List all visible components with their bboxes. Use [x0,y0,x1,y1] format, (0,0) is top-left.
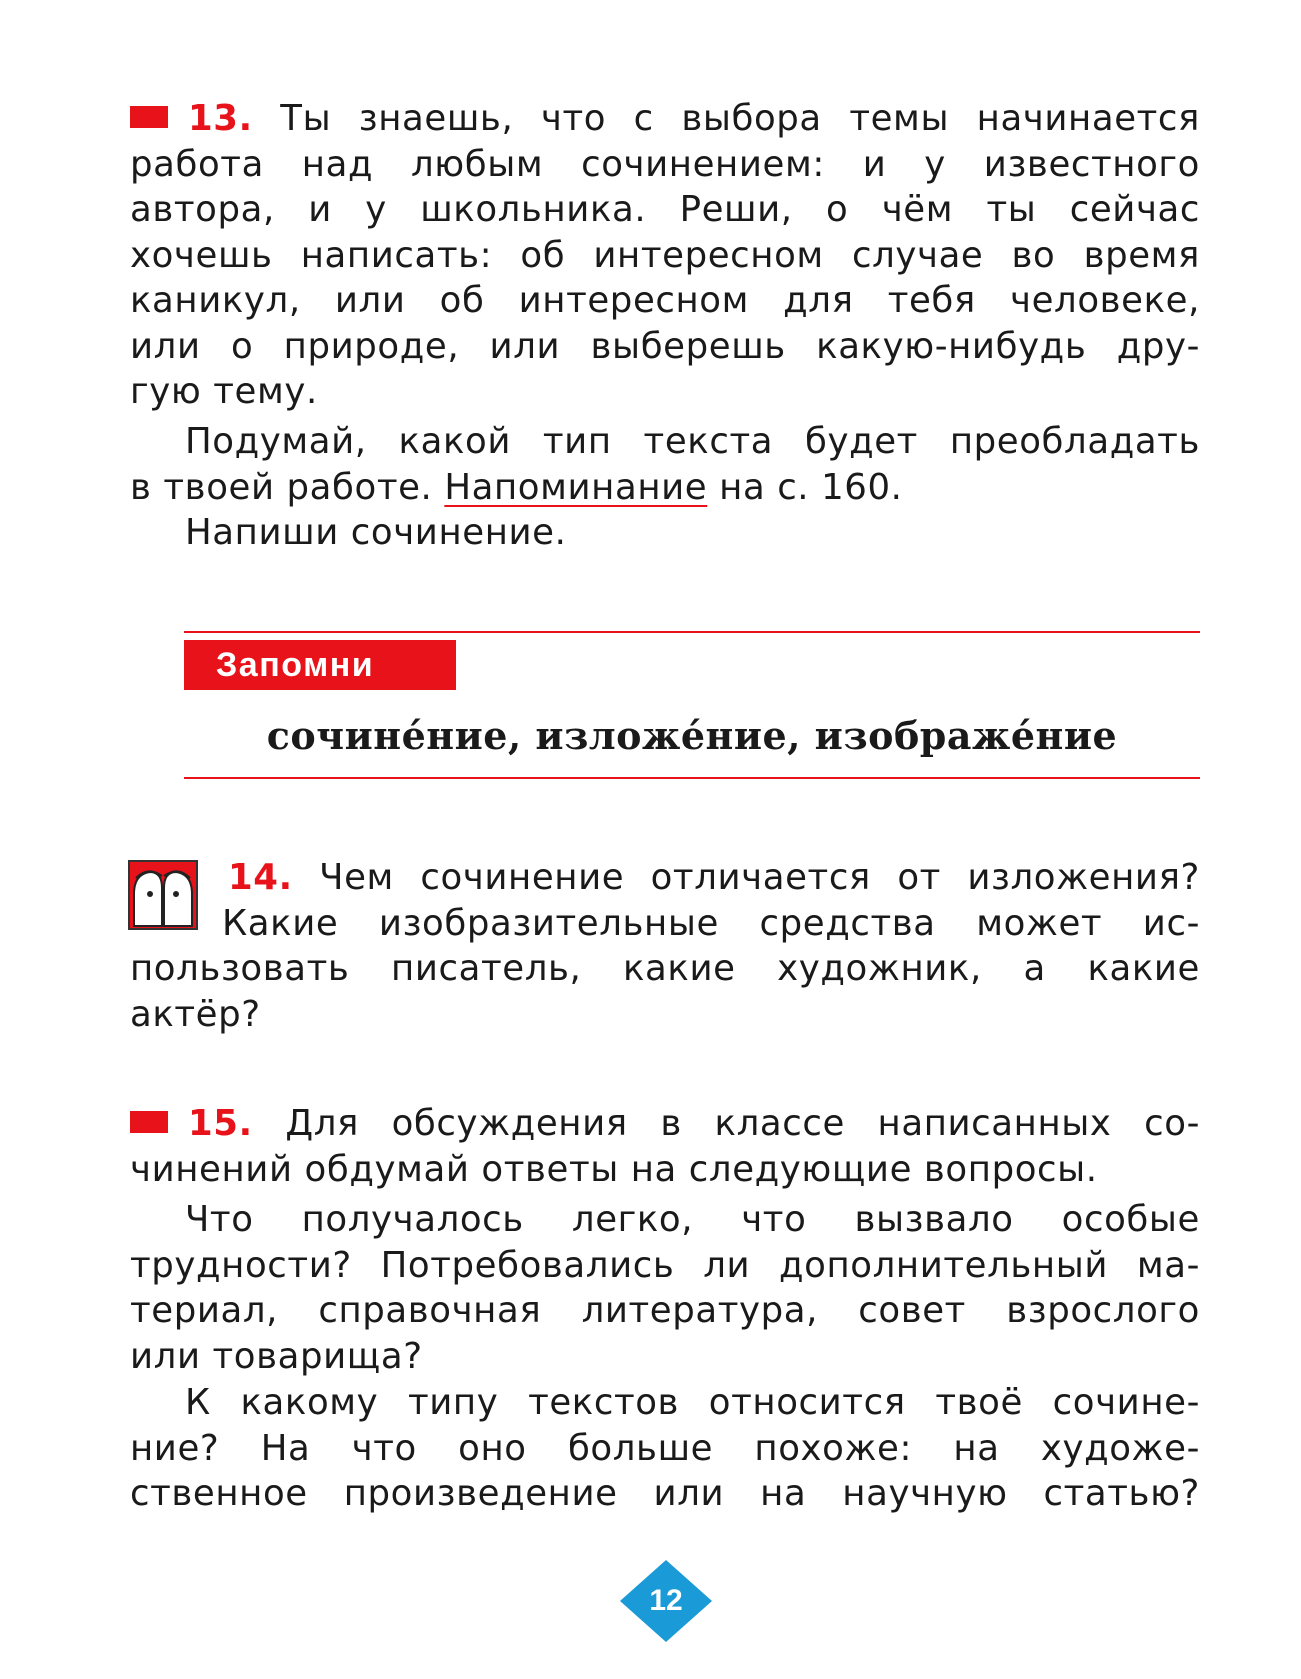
task-number: 14. [228,857,293,898]
task-13-line-6: или о природе, или выберешь какую-нибудь дру- [130,325,1200,367]
remember-bottom-rule [184,777,1200,779]
task-13-line-4: хочешь написать: об интересном случае во время [130,234,1200,276]
task-14-line-4: актёр? [130,993,261,1035]
task-15-paragraph-3 [130,1380,1200,1517]
task-13-line-5: каникул, или об интересном для тебя человеке, [130,280,1200,321]
task-13-p2-line-2b: на с. 160. [719,466,903,508]
task-15-paragraph-2 [130,1197,1200,1379]
task-13-paragraph-2 [130,419,1200,556]
task-number: 13. [188,98,253,139]
task-14-line-2: Какие изобразительные средства может ис- [222,902,1200,944]
task-14-line-3: пользовать писатель, какие художник, а какие [130,948,1200,989]
task-number: 15. [188,1103,253,1144]
task-15-p3-line-3: ственное произведение или на научную статью? [130,1473,1200,1514]
reminder-link[interactable]: Напоминание [444,466,708,508]
task-15-p2-line-4: или товарища? [130,1335,423,1377]
task-14-line-1: Чем сочинение отличается от изложения? [319,857,1200,898]
task-13-p2-line-2a: в твоей работе. [130,466,433,508]
task-13-p3: Напиши сочинение. [185,512,567,553]
task-15-p2-line-1: Что получалось легко, что вызвало особые [185,1199,1200,1240]
task-13-line-3: автора, и у школьника. Реши, о чём ты сейчас [130,189,1200,230]
task-15-line-1: Для обсуждения в классе написанных со- [285,1103,1201,1144]
task-14 [130,855,1200,1037]
task-13-line-7: гую тему. [130,371,318,412]
task-13 [130,96,1200,415]
page-number: 12 [649,1584,683,1617]
task-13-line-2: работа над любым сочинением: и у известного [130,143,1200,185]
task-15-p3-line-1: К какому типу текстов относится твоё сочине- [185,1382,1200,1423]
task-13-line-1: Ты знаешь, что с выбора темы начинается [280,98,1200,139]
task-13-p2-line-1: Подумай, какой тип текста будет преобладать [185,421,1200,462]
remember-words: сочине́ние, изложе́ние, изображе́ние [266,713,1118,758]
remember-label: Запомни [184,640,456,690]
task-15-p2-line-2: трудности? Потребовались ли дополнительный ма- [130,1244,1200,1286]
task-15-p3-line-2: ние? На что оно больше похоже: на художе- [130,1427,1200,1469]
task-marker [130,1111,168,1133]
task-15-line-2: чинений обдумай ответы на следующие вопросы. [130,1148,1098,1190]
task-15 [130,1101,1200,1192]
task-15-p2-line-3: териал, справочная литература, совет взрослого [130,1290,1200,1331]
task-marker [130,106,168,128]
remember-top-rule [184,631,1200,633]
